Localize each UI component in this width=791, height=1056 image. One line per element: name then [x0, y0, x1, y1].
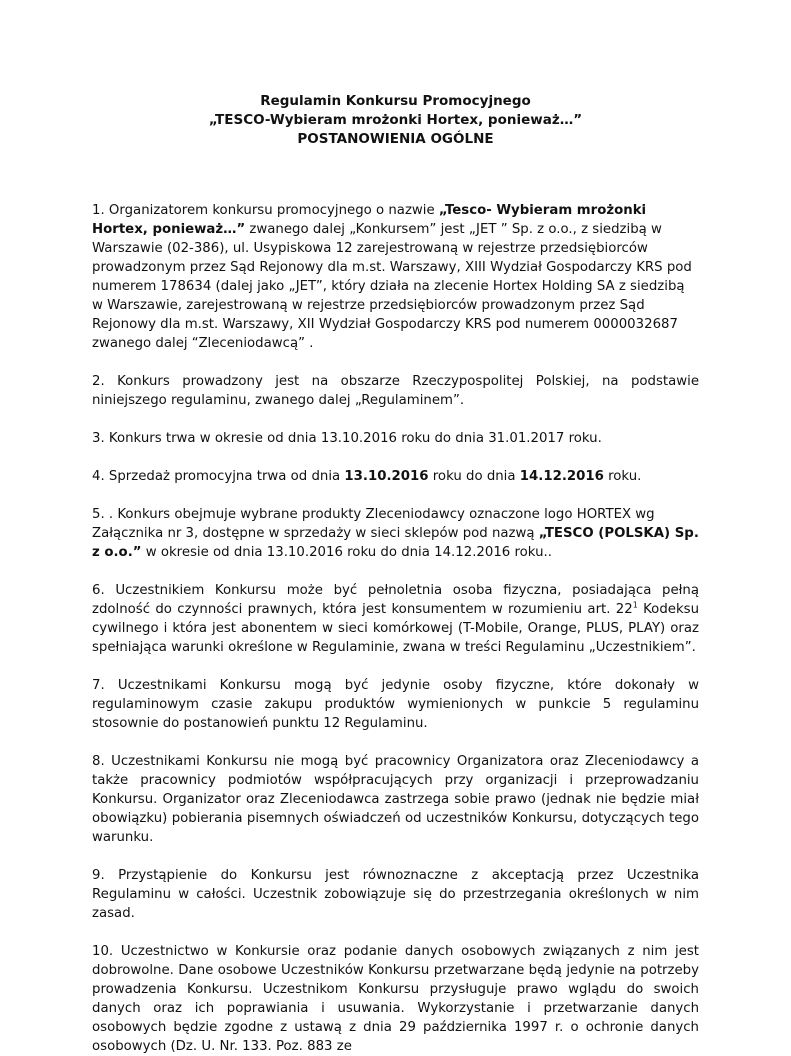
- paragraph-1: [92, 201, 699, 353]
- paragraph-6-text-a: 6. Uczestnikiem Konkursu może być pełnoletnia osoba fizyczna, posiadająca pełną zdolność do czynności prawnych, która jest konsumentem w rozumieniu art. 22: [92, 583, 699, 617]
- paragraph-4-text-e: roku.: [603, 469, 642, 484]
- paragraph-4: [92, 467, 699, 486]
- paragraph-5-text-a: 5. . Konkurs obejmuje wybrane produkty Zleceniodawcy oznaczone logo HORTEX wg Załącznika nr 3, dostępne w sprzedaży w sieci sklepów pod nazwą: [92, 507, 655, 541]
- paragraph-3: 3. Konkurs trwa w okresie od dnia 13.10.2016 roku do dnia 31.01.2017 roku.: [92, 431, 602, 446]
- contest-name: „TESCO-Wybieram mrożonki Hortex, ponieważ…”: [208, 112, 583, 128]
- paragraph-5-store-name: „TESCO (POLSKA) Sp. z o.o.”: [92, 526, 699, 560]
- paragraph-9: 9. Przystąpienie do Konkursu jest równoznaczne z akceptacją przez Uczestnika Regulaminu w całości. Uczestnik zobowiązuje się do przestrzegania określonych w nim zasad.: [92, 868, 699, 921]
- document-title: Regulamin Konkursu Promocyjnego: [260, 93, 531, 109]
- document-header: [92, 92, 699, 149]
- paragraph-1-text-c: zwanego dalej „Konkursem” jest „JET ” Sp. z o.o., z siedzibą w Warszawie (02-386), ul. Usypiskowa 12 zarejestrowaną w rejestrze przedsiębiorców prowadzonym przez Sąd Rejonowy dla m.st. Warszawy, XIII Wydział Gospodarczy KRS pod numerem 178634 (dalej jako „JET”, który działa na zlecenie Hortex Holding SA z siedzibą w Warszawie, zarejestrowaną w rejestrze przedsiębiorców prowadzonym przez Sąd Rejonowy dla m.st. Warszawy, XII Wydział Gospodarczy KRS pod numerem 0000032687 zwanego dalej “Zleceniodawcą” .: [92, 222, 692, 351]
- section-title: POSTANOWIENIA OGÓLNE: [297, 131, 494, 147]
- paragraph-4-text-a: 4. Sprzedaż promocyjna trwa od dnia: [92, 469, 345, 484]
- paragraph-5-text-c: w okresie od dnia 13.10.2016 roku do dnia 14.12.2016 roku..: [141, 545, 552, 560]
- paragraph-6: [92, 581, 699, 657]
- paragraph-6-superscript: 1: [632, 600, 638, 610]
- paragraph-8: 8. Uczestnikami Konkursu nie mogą być pracownicy Organizatora oraz Zleceniodawcy a także pracownicy podmiotów współpracujących przy organizacji i przeprowadzaniu Konkursu. Organizator oraz Zleceniodawca zastrzega sobie prawo (jednak nie będzie miał obowiązku) pobierania pisemnych oświadczeń od uczestników Konkursu, dotyczących tego warunku.: [92, 754, 699, 845]
- paragraph-1-contest-name: „Tesco- Wybieram mrożonki Hortex, ponieważ…”: [92, 203, 647, 237]
- paragraph-2: 2. Konkurs prowadzony jest na obszarze Rzeczypospolitej Polskiej, na podstawie niniejszego regulaminu, zwanego dalej „Regulaminem”.: [92, 374, 699, 408]
- paragraph-10: 10. Uczestnictwo w Konkursie oraz podanie danych osobowych związanych z nim jest dobrowolne. Dane osobowe Uczestników Konkursu przetwarzane będą jedynie na potrzeby prowadzenia Konkursu. Uczestnikom Konkursu przysługuje prawo wglądu do swoich danych oraz ich poprawiania i usuwania. Wykorzystanie i przetwarzanie danych osobowych będzie zgodne z ustawą z dnia 29 października 1997 r. o ochronie danych osobowych (Dz. U. Nr. 133. Poz. 883 ze: [92, 944, 699, 1054]
- paragraph-5: [92, 505, 699, 562]
- paragraph-7: 7. Uczestnikami Konkursu mogą być jedynie osoby fizyczne, które dokonały w regulaminowym czasie zakupu produktów wymienionych w punkcie 5 regulaminu stosownie do postanowień punktu 12 Regulaminu.: [92, 678, 699, 731]
- paragraph-4-text-c: roku do dnia: [428, 469, 520, 484]
- paragraph-1-text-a: 1. Organizatorem konkursu promocyjnego o nazwie: [92, 203, 439, 218]
- paragraph-6-text-b: Kodeksu cywilnego i która jest abonentem w sieci komórkowej (T-Mobile, Orange, PLUS, PLAY) oraz spełniająca warunki określone w Regulaminie, zwana w treści Regulaminu „Uczestnikiem”.: [92, 602, 699, 655]
- paragraph-4-start-date: 13.10.2016: [344, 469, 429, 484]
- paragraph-4-end-date: 14.12.2016: [519, 469, 604, 484]
